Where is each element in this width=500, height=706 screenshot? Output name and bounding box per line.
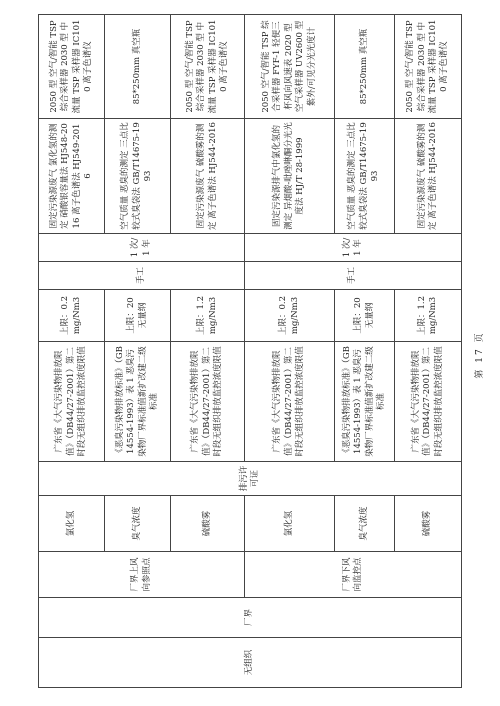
sampling-mode-cell: 手工 [245,262,462,290]
instrument-cell: 85*250mm 真空瓶 [335,15,395,119]
sublocation-cell: 厂界 [39,598,462,638]
table-row [39,15,105,688]
instrument-cell: 85*250mm 真空瓶 [105,15,171,119]
page-number: 第 17 页 [475,331,485,379]
method-cell: 固定污染源废气 氯化氢的测定 硝酸银容量法 HJ548-2016 离子色谱法 HJ549-2016 [39,119,105,234]
sampling-mode-cell: 手工 [39,262,245,290]
table-row [245,15,335,688]
pollutant-cell: 硫酸雾 [395,496,462,552]
limit-cell: 上限：0.2mg/Nm3 [245,290,335,342]
limit-cell: 上限：1.2mg/Nm3 [171,290,245,342]
limit-cell: 上限：20 无量纲 [105,290,171,342]
instrument-cell: 2050 型 空气/智能 TSP 综合采样器 2030 型 中流量 TSP 采样器 IC1010 离子色谱仪 [395,15,462,119]
standard-cell: 《恶臭污染物排放标准》（GB 14554-1993）表 1 恶臭污染物厂界标准值新扩改建二级标准 [105,342,171,462]
instrument-cell: 2050 空气/智能 TSP 综合采样器 FYF-1 轻便三杯风向风速表 2020 型 空气采样器 UV2600 型 紫外/可见分光光度计 [245,15,335,119]
instrument-cell: 2050 型 空气/智能 TSP 综合采样器 2030 型 中流量 TSP 采样器 IC1010 离子色谱仪 [171,15,245,119]
rotated-page [0,10,500,700]
standard-cell: 广东省《大气污染物排放限值》（DB44/27-2001）第二时段无组织排放监控浓度限值 [171,342,245,462]
pollutant-cell: 氯化氢 [245,496,335,552]
standard-cell: 广东省《大气污染物排放限值》（DB44/27-2001）第二时段无组织排放监控浓度限值 [395,342,462,462]
pollutant-cell: 臭气浓度 [335,496,395,552]
standard-cell: 广东省《大气污染物排放限值》（DB44/27-2001）第二时段无组织排放监控浓度限值 [39,342,105,462]
frequency-cell: 1 次/1 年 [39,234,245,262]
method-cell: 固定污染源排气中氯化氢的测定 异烟酸-吡唑啉酮分光光度法 HJ/T 28-1999 [245,119,335,234]
limit-cell: 上限：0.2mg/Nm3 [39,290,105,342]
standard-cell: 广东省《大气污染物排放限值》（DB44/27-2001）第二时段无组织排放监控浓度限值 [245,342,335,462]
method-cell: 空气质量 恶臭的测定 三点比较式臭袋法 GB/T14675-1993 [105,119,171,234]
standard-cell: 《恶臭污染物排放标准》（GB 14554-1993）表 1 恶臭污染物厂界标准值新扩改建二级标准 [335,342,395,462]
pollutant-cell: 臭气浓度 [105,496,171,552]
point-cell: 厂界上风向参照点 [39,552,245,598]
limit-cell: 上限：1.2mg/Nm3 [395,290,462,342]
monitoring-table [38,14,462,688]
frequency-cell: 1 次/1 年 [245,234,462,262]
pollutant-cell: 氯化氢 [39,496,105,552]
basis-cell: 排污许可证 [39,462,462,496]
point-cell: 厂界下风向监控点 [245,552,462,598]
instrument-cell: 2050 型 空气/智能 TSP 综合采样器 2030 型 中流量 TSP 采样器 IC1010 离子色谱仪 [39,15,105,119]
method-cell: 固定污染源废气 硫酸雾的测定 离子色谱法 HJ544-2016 [395,119,462,234]
method-cell: 空气质量 恶臭的测定 三点比较式臭袋法 GB/T14675-1993 [335,119,395,234]
limit-cell: 上限：20 无量纲 [335,290,395,342]
pollutant-cell: 硫酸雾 [171,496,245,552]
method-cell: 固定污染源废气 硫酸雾的测定 离子色谱法 HJ544-2016 [171,119,245,234]
area-cell: 无组织 [39,638,462,688]
